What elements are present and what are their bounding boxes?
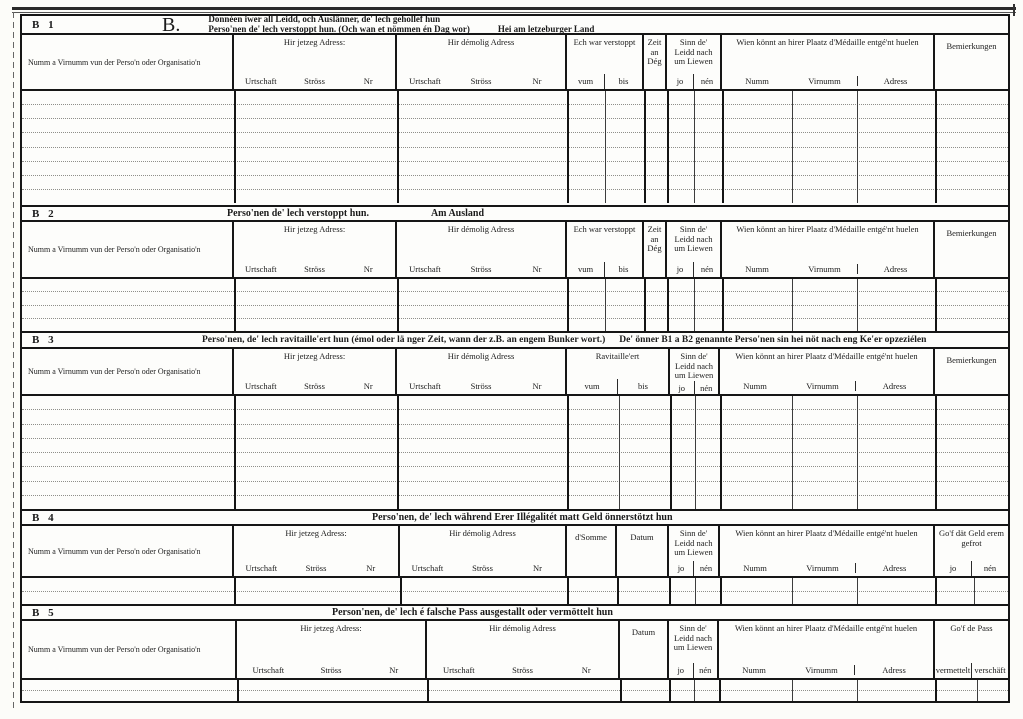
sub-nr: Nr [532,76,542,86]
col-label: Hir démolig Adress [447,351,515,361]
column-divider [694,279,695,331]
column-divider [605,279,606,331]
col-money-asked-back [935,526,1008,576]
dotted-row [22,148,1008,162]
sub-urtschaft: Urtschaft [409,76,441,86]
col-label: Hir démolig Adress [447,37,515,47]
sub-numm: Numm [745,76,769,86]
column-divider [792,279,793,331]
section-title-suffix: De' önner B1 a B2 genannte Perso'nen sin hei nöt nach eng Ke'er opzeziélen [619,335,927,345]
section-title: Perso'nen de' lech verstoppt hun. [227,208,369,219]
col-label: Ech war verstoppt [573,37,636,47]
col-label: Wien könnt an hirer Plaatz d'Médaille entgé'nt huelen [736,37,919,47]
column-divider [695,396,696,509]
dotted-row [22,680,1008,691]
col-former-address [427,621,620,678]
corner-mark [1013,4,1015,16]
col-date [620,621,669,678]
dotted-row [22,592,1008,605]
sub-urtschaft: Urtschaft [245,563,278,573]
dotted-row [22,190,1008,203]
col-current-address [234,35,397,89]
col-name [22,349,234,394]
sub-urtschaft: Urtschaft [409,264,441,274]
sub-adress: Adress [857,76,933,86]
col-label: Wien könnt an hirer Plaatz d'Médaille entgé'nt huelen [735,351,918,361]
column-divider [669,578,671,604]
sub-nen: nén [694,381,719,396]
sub-jo: jo [677,665,685,675]
column-divider [234,279,236,331]
sub-bis: bis [604,74,642,89]
column-divider [670,396,672,509]
column-divider [567,91,569,203]
col-medal-recipient [720,526,935,576]
col-hidden-period [567,222,644,277]
col-name-label: Numm a Virnumm vun der Perso'n oder Organisatio'n [28,57,201,67]
col-still-alive [669,621,719,678]
sub-stross: Ströss [470,76,492,86]
section-b1-body [22,91,1008,203]
col-former-address [397,35,567,89]
col-label: Sinn de' Leidd nach um Liewen [674,528,713,557]
sub-nr: Nr [532,264,542,274]
sub-bis: bis [617,379,668,394]
section-b4 [20,509,1010,606]
column-divider [792,578,793,604]
section-b2-header [22,222,1008,279]
column-divider [722,279,724,331]
section-title-line2: Perso'nen de' lech verstoppt hun. (Och wan et nömmen én Dag wor) [208,23,470,34]
sub-urtschaft: Urtschaft [245,76,277,86]
section-b4-titlebar [22,511,1008,526]
section-b2 [20,205,1010,333]
column-divider [667,279,669,331]
sub-adress: Adress [854,665,933,675]
dotted-row [22,410,1008,424]
col-still-alive [667,222,722,277]
section-b3-header [22,349,1008,396]
col-former-address [397,222,567,277]
sub-adress: Adress [855,381,933,391]
col-label: Sinn de' Leidd nach um Liewen [674,37,713,66]
sub-jo: jo [676,76,684,86]
column-divider [720,578,722,604]
col-days-count [644,222,667,277]
dotted-row [22,176,1008,190]
sub-nen: nén [693,561,718,576]
section-b1-header [22,35,1008,91]
column-divider [935,680,937,701]
col-label: Sinn de' Leidd nach um Liewen [674,351,714,380]
sub-vum: vum [584,381,600,391]
column-divider [620,680,622,701]
sub-jo: jo [676,264,684,274]
col-label: Ravitaille'ert [595,351,640,361]
column-divider [237,680,239,701]
col-label: Datum [630,532,654,542]
sub-nr: Nr [363,76,373,86]
sub-stross: Ströss [470,264,492,274]
top-border-line-thin [12,12,1016,13]
sub-virnumm: Virnumm [808,264,841,274]
form-b [20,14,1010,703]
dotted-row [22,306,1008,319]
sub-urtschaft: Urtschaft [443,665,475,675]
sub-jo: jo [678,382,686,393]
column-divider [567,279,569,331]
column-divider [720,396,722,509]
section-id: B 2 [32,207,57,220]
sub-nr: Nr [363,381,373,391]
column-divider [667,91,669,203]
section-title-line1: Donnéen iwer all Leidd, och Auslänner, de' lech gehollef hun [208,14,441,24]
sub-vum: vum [577,76,594,86]
col-label: Hir démolig Adress [489,623,556,633]
col-name-label: Numm a Virnumm vun der Perso'n oder Organisatio'n [28,367,201,376]
col-hidden-period [567,35,644,89]
section-b2-body [22,279,1008,331]
col-former-address [400,526,567,576]
sub-nen: nén [693,74,720,89]
sub-nr: Nr [581,665,591,675]
col-pass-outcome [935,621,1008,678]
sub-stross: Ströss [304,381,325,391]
dotted-row [22,691,1008,701]
section-b2-titlebar [22,207,1008,222]
col-still-alive [667,35,722,89]
section-id: B 5 [32,606,57,619]
col-current-address [234,526,400,576]
column-divider [605,91,606,203]
sub-numm: Numm [743,381,767,391]
column-divider [857,91,858,203]
col-label: Wien könnt an hirer Plaatz d'Médaille entgé'nt huelen [736,224,919,234]
col-label: Go'f dät Geld erem gefrot [938,528,1005,548]
column-divider [935,91,937,203]
sub-jo: jo [949,563,957,573]
sub-stross: Ströss [470,381,492,391]
col-still-alive [670,349,720,394]
column-divider [427,680,429,701]
dotted-row [22,292,1008,305]
col-label: Wien könnt an hirer Plaatz d'Médaille entgé'nt huelen [735,528,918,538]
dotted-row [22,453,1008,467]
col-label: Bemierkungen [946,41,997,51]
col-remarks [935,349,1008,394]
sub-nr: Nr [363,264,373,274]
col-name [22,35,234,89]
section-b1 [20,14,1010,207]
dotted-row [22,439,1008,453]
col-label: Bemierkungen [946,228,997,238]
col-label: d'Somme [575,532,607,542]
column-divider [792,396,793,509]
dotted-row [22,467,1008,481]
sub-nr: Nr [533,563,542,573]
col-label: Bemierkungen [946,355,997,365]
column-divider [857,279,858,331]
section-title-suffix: Hei am letzeburger Land [497,23,595,34]
col-label: Sinn de' Leidd nach um Liewen [673,623,713,652]
col-current-address [237,621,427,678]
sub-numm: Numm [745,264,769,274]
sub-nen: nén [693,663,718,678]
section-id: B 3 [32,334,57,346]
dotted-row [22,319,1008,331]
section-id: B 1 [32,18,57,31]
col-label: Ech war verstoppt [573,224,636,234]
top-border-line [12,7,1016,10]
col-medal-recipient [722,222,935,277]
col-label: Hir démolig Adress [449,528,516,538]
dotted-row [22,482,1008,496]
col-label: Hir jetzeg Adress: [283,224,346,234]
column-divider [722,91,724,203]
dotted-row [22,578,1008,592]
sub-nen: nén [971,561,1008,576]
sub-nr: Nr [389,665,399,675]
column-divider [397,91,399,203]
page-edge-line [13,12,14,710]
column-divider [644,279,646,331]
column-divider [397,279,399,331]
dotted-row [22,105,1008,119]
form-letter: B. [162,13,181,36]
column-divider [935,578,937,604]
section-title: Perso'nen, de' lech ravitaille'ert hun (émol oder lä nger Zeit, wann der z.B. an engem Bunker wort.) [202,335,606,345]
sub-adress: Adress [857,264,933,274]
section-b3-body [22,396,1008,509]
sub-urtschaft: Urtschaft [409,381,441,391]
col-medal-recipient [719,621,935,678]
sub-stross: Ströss [304,264,325,274]
section-b4-header [22,526,1008,578]
col-supplied-period [567,349,670,394]
section-title: Perso'nen, de' lech während Erer Illégalitét matt Geld önnerstötzt hun [372,512,673,523]
col-label: Go'f de Pass [950,623,993,633]
column-divider [619,396,620,509]
sub-adress: Adress [855,563,933,573]
col-label: Zeit an Dég [647,224,662,253]
col-name-label: Numm a Virnumm vun der Perso'n oder Organisatio'n [28,546,201,556]
sub-virnumm: Virnumm [808,76,841,86]
column-divider [857,396,858,509]
sub-vum: vum [577,264,594,274]
sub-jo: jo [677,563,685,573]
col-remarks [935,35,1008,89]
column-divider [974,578,975,604]
column-divider [400,578,402,604]
sub-stross: Ströss [305,563,327,573]
column-divider [792,680,793,701]
col-days-count [644,35,667,89]
col-name [22,222,234,277]
column-divider [719,680,721,701]
section-b3-titlebar [22,333,1008,349]
sub-stross: Ströss [320,665,342,675]
sub-nen: nén [693,262,720,277]
column-divider [669,680,671,701]
col-label: Hir jetzeg Adress: [283,37,346,47]
col-label: Sinn de' Leidd nach um Liewen [674,224,713,253]
sub-virnumm: Virnumm [806,563,839,573]
sub-vermettelt: vermettelt [935,665,971,675]
column-divider [234,396,236,509]
col-label: Zeit an Dég [647,37,662,66]
col-amount [567,526,617,576]
column-divider [695,578,696,604]
dotted-row [22,425,1008,439]
sub-urtschaft: Urtschaft [245,264,277,274]
dotted-row [22,396,1008,410]
column-divider [234,578,236,604]
col-date [617,526,669,576]
col-label: Hir jetzeg Adress: [283,351,346,361]
column-divider [935,279,937,331]
column-divider [617,578,619,604]
sub-numm: Numm [743,563,767,573]
dotted-row [22,119,1008,133]
section-b5-titlebar [22,606,1008,621]
col-label: Wien könnt an hirer Plaatz d'Médaille entgé'nt huelen [734,623,918,633]
sub-bis: bis [604,262,642,277]
col-name-label: Numm a Virnumm vun der Perso'n oder Organisatio'n [28,645,201,654]
column-divider [567,396,569,509]
col-current-address [234,222,397,277]
section-title: Person'nen, de' lech é falsche Pass ausgestallt oder vermöttelt hun [332,607,613,618]
sub-verschaft: verschäft [971,663,1008,678]
col-name [22,526,234,576]
sub-virnumm: Virnumm [806,381,839,391]
col-name-label: Numm a Virnumm vun der Perso'n oder Organisatio'n [28,245,201,254]
column-divider [694,91,695,203]
section-b3 [20,331,1010,511]
column-divider [694,680,695,701]
column-divider [792,91,793,203]
dotted-row [22,279,1008,292]
dotted-row [22,91,1008,105]
sub-urtschaft: Urtschaft [252,665,285,675]
column-divider [857,680,858,701]
column-divider [857,578,858,604]
col-still-alive [669,526,720,576]
dotted-row [22,496,1008,509]
sub-nr: Nr [366,563,376,573]
col-label: Hir démolig Adress [447,224,515,234]
col-name [22,621,237,678]
section-id: B 4 [32,511,57,524]
section-b5 [20,604,1010,703]
column-divider [977,680,978,701]
section-title-suffix: Am Ausland [430,208,485,219]
dotted-row [22,133,1008,147]
section-b1-titlebar [22,13,1008,36]
col-label: Hir jetzeg Adress: [300,623,362,633]
column-divider [644,91,646,203]
col-medal-recipient [722,35,935,89]
column-divider [397,396,399,509]
sub-urtschaft: Urtschaft [411,563,444,573]
sub-numm: Numm [742,665,766,675]
col-remarks [935,222,1008,277]
col-medal-recipient [720,349,935,394]
col-former-address [397,349,567,394]
sub-nr: Nr [532,381,542,391]
sub-stross: Ströss [512,665,533,675]
section-b5-header [22,621,1008,680]
section-b5-body [22,680,1008,701]
col-label: Hir jetzeg Adress: [285,528,347,538]
sub-urtschaft: Urtschaft [245,381,277,391]
column-divider [935,396,937,509]
column-divider [234,91,236,203]
sub-virnumm: Virnumm [805,665,838,675]
section-b4-body [22,578,1008,604]
col-label: Datum [631,627,656,637]
sub-stross: Ströss [304,76,325,86]
column-divider [567,578,569,604]
col-current-address [234,349,397,394]
sub-stross: Ströss [472,563,493,573]
dotted-row [22,162,1008,176]
